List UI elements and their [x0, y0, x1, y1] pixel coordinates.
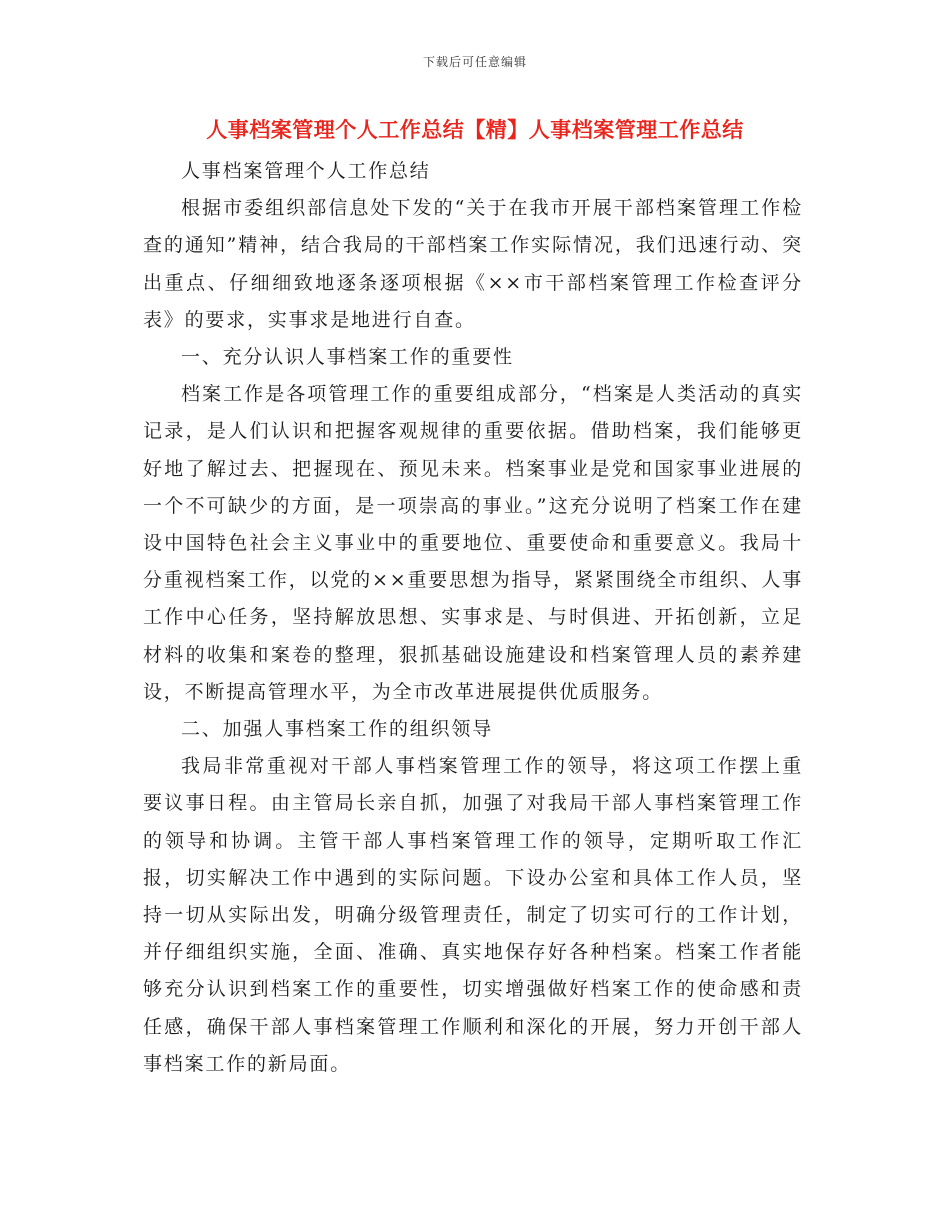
document-body — [143, 153, 803, 1083]
section-heading: 一、充分认识人事档案工作的重要性 — [181, 346, 514, 369]
section-heading: 二、加强人事档案工作的组织领导 — [181, 718, 494, 741]
body-paragraph: 我局非常重视对干部人事档案管理工作的领导，将这项工作摆上重要议事日程。由主管局长亲自抓，加强了对我局干部人事档案管理工作的领导和协调。主管干部人事档案管理工作的领导，定期听取工作汇报，切实解决工作中遇到的实际问题。下设办公室和具体工作人员，坚持一切从实际出发，明确分级管理责任，制定了切实可行的工作计划，并仔细组织实施，全面、准确、真实地保存好各种档案。档案工作者能够充分认识到档案工作的重要性，切实增强做好档案工作的使命感和责任感，确保干部人事档案管理工作顺利和深化的开展，努力开创干部人事档案工作的新局面。 — [143, 755, 803, 1075]
body-paragraph: 根据市委组织部信息处下发的“关于在我市开展干部档案管理工作检查的通知”精神，结合我局的干部档案工作实际情况，我们迅速行动、突出重点、仔细细致地逐条逐项根据《××市干部档案管理工作检查评分表》的要求，实事求是地进行自查。 — [143, 197, 803, 331]
subtitle-paragraph: 人事档案管理个人工作总结 — [181, 160, 431, 182]
document-title: 人事档案管理个人工作总结【精】人事档案管理工作总结 — [206, 117, 744, 142]
header-note: 下载后可任意编辑 — [422, 55, 527, 69]
body-paragraph: 档案工作是各项管理工作的重要组成部分，“档案是人类活动的真实记录，是人们认识和把握客观规律的重要依据。借助档案，我们能够更好地了解过去、把握现在、预见未来。档案事业是党和国家事业进展的一个不可缺少的方面，是一项崇高的事业。”这充分说明了档案工作在建设中国特色社会主义事业中的重要地位、重要使命和重要意义。我局十分重视档案工作，以党的××重要思想为指导，紧紧围绕全市组织、人事工作中心任务，坚持解放思想、实事求是、与时俱进、开拓创新，立足材料的收集和案卷的整理，狠抓基础设施建设和档案管理人员的素养建设，不断提高管理水平，为全市改革进展提供优质服务。 — [143, 383, 803, 703]
